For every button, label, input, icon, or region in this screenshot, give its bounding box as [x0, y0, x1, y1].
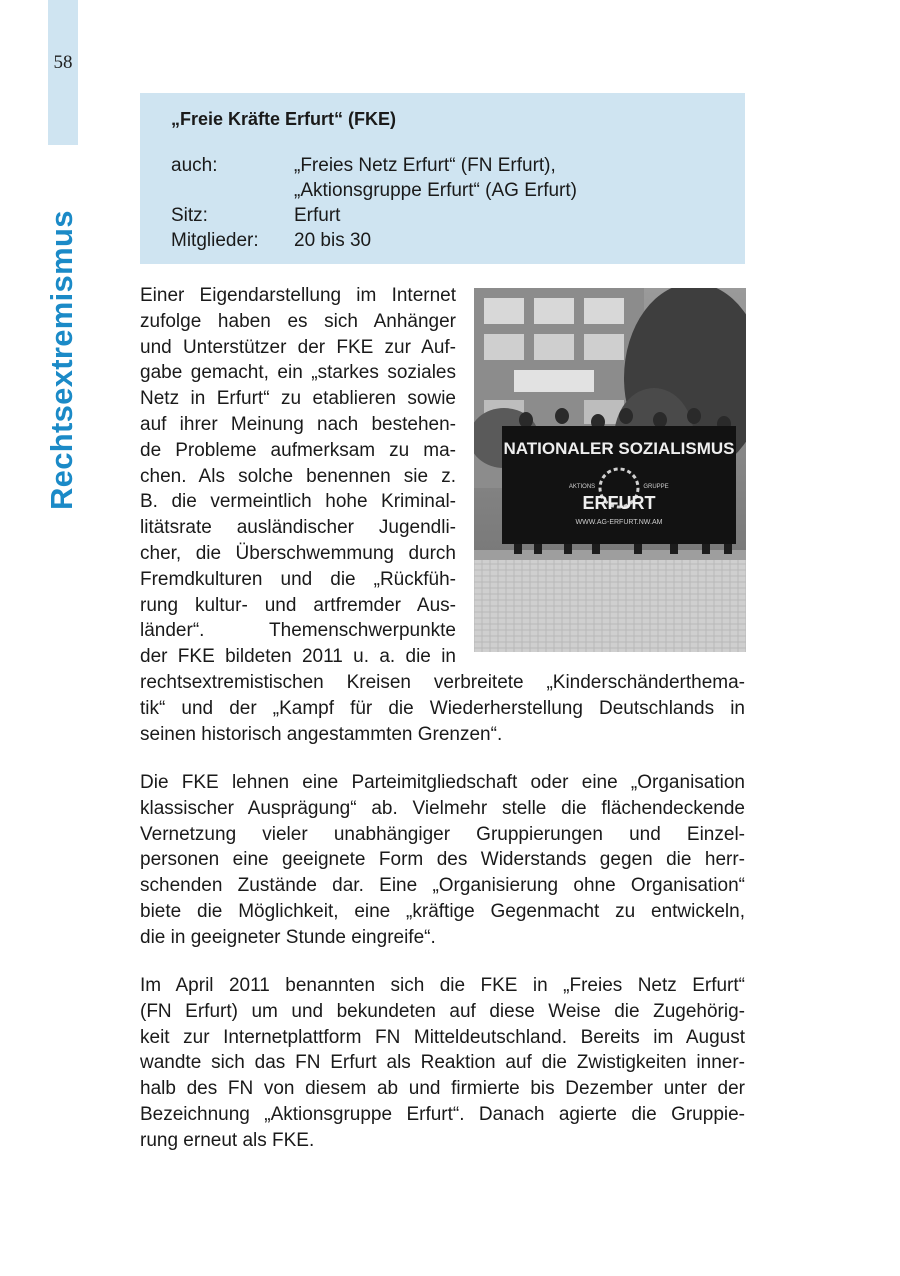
- text-line: klassischer Ausprägung“ ab. Vielmehr stelle die flächendeckende: [140, 797, 745, 819]
- text-line: wandte sich das FN Erfurt als Reaktion auf die Zwistigkeiten inner-: [140, 1052, 745, 1074]
- text-line: der FKE bildeten 2011 u. a. die in: [140, 646, 456, 668]
- info-row-auch: [171, 153, 715, 203]
- paragraph-1-wide: [140, 670, 745, 747]
- text-line: personen eine geeignete Form des Widerstands gegen die herr-: [140, 849, 745, 871]
- page-number: 58: [53, 52, 73, 73]
- text-line: Fremdkulturen und die „Rückfüh-: [140, 568, 456, 590]
- text-line: Bezeichnung „Aktionsgruppe Erfurt“. Danach agierte die Gruppie-: [140, 1103, 745, 1125]
- text-line: cher, die Überschwemmung durch: [140, 542, 456, 564]
- text-line: gabe gemacht, ein „starkes soziales: [140, 362, 456, 384]
- text-line: Die FKE lehnen eine Parteimitgliedschaft oder eine „Organisation: [140, 772, 745, 793]
- info-key: Mitglieder:: [171, 230, 259, 251]
- text-line: B. die vermeintlich hohe Kriminal-: [140, 491, 456, 513]
- text-line: seinen historisch angestammten Grenzen“.: [140, 723, 503, 745]
- text-line: länder“. Themenschwerpunkte: [140, 620, 456, 642]
- banner-small-right: GRUPPE: [643, 484, 669, 490]
- banner-title: NATIONALER SOZIALISMUS: [503, 439, 735, 458]
- text-line: rung kultur- und artfremder Aus-: [140, 594, 456, 616]
- text-line: de Probleme aufmerksam zu ma-: [140, 439, 456, 461]
- text-line: chen. Als solche benennen sie z.: [140, 465, 456, 487]
- info-key: auch:: [171, 155, 218, 176]
- chapter-label: Rechtsextremismus: [44, 210, 79, 510]
- text-line: zufolge haben es sich Anhänger: [140, 310, 456, 332]
- banner-url: WWW.AG-ERFURT.NW.AM: [575, 519, 663, 526]
- text-line: auf ihrer Meinung nach bestehen-: [140, 413, 456, 435]
- info-value: 20 bis 30: [294, 230, 372, 251]
- info-value-line: „Aktionsgruppe Erfurt“ (AG Erfurt): [294, 180, 577, 201]
- text-line: rechtsextremistischen Kreisen verbreitete „Kinderschänderthema-: [140, 672, 745, 693]
- text-line: die in geeigneter Stunde eingreife“.: [140, 926, 436, 948]
- info-row-mitglieder: [171, 228, 715, 253]
- text-line: und Unterstützer der FKE zur Auf-: [140, 336, 456, 358]
- text-line: halb des FN von diesem ab und firmierte bis Dezember unter der: [140, 1078, 745, 1100]
- info-key: Sitz:: [171, 205, 208, 226]
- text-line: tik“ und der „Kampf für die Wiederherstellung Deutschlands in: [140, 697, 745, 719]
- text-line: keit zur Internetplattform FN Mitteldeutschland. Bereits im August: [140, 1026, 745, 1048]
- info-value-line: „Freies Netz Erfurt“ (FN Erfurt),: [294, 155, 556, 176]
- info-value: Erfurt: [294, 205, 341, 226]
- info-box: [140, 93, 745, 264]
- info-row-sitz: [171, 203, 715, 228]
- banner-city: ERFURT: [582, 493, 656, 513]
- info-box-title: „Freie Kräfte Erfurt“ (FKE): [171, 109, 397, 129]
- text-line: rung erneut als FKE.: [140, 1129, 315, 1151]
- text-line: Vernetzung vieler unabhängiger Gruppierungen und Einzel-: [140, 823, 745, 845]
- text-line: Netz in Erfurt“ zu etablieren sowie: [140, 388, 456, 410]
- info-value: [294, 153, 715, 203]
- text-line: litätsrate ausländischer Jugendli-: [140, 517, 456, 539]
- text-line: schenden Zustände dar. Eine „Organisierung ohne Organisation“: [140, 875, 745, 897]
- text-line: (FN Erfurt) um und bekundeten auf diese Weise die Zugehörig-: [140, 1000, 745, 1022]
- text-line: Einer Eigendarstellung im Internet: [140, 285, 456, 306]
- paragraph-1-narrow: [140, 283, 745, 670]
- paragraph-3: [140, 973, 745, 1154]
- text-line: Im April 2011 benannten sich die FKE in „Freies Netz Erfurt“: [140, 975, 745, 996]
- paragraph-2: [140, 770, 745, 951]
- banner-small-left: AKTIONS: [568, 484, 596, 490]
- text-line: biete die Möglichkeit, eine „kräftige Gegenmacht zu entwickeln,: [140, 900, 745, 922]
